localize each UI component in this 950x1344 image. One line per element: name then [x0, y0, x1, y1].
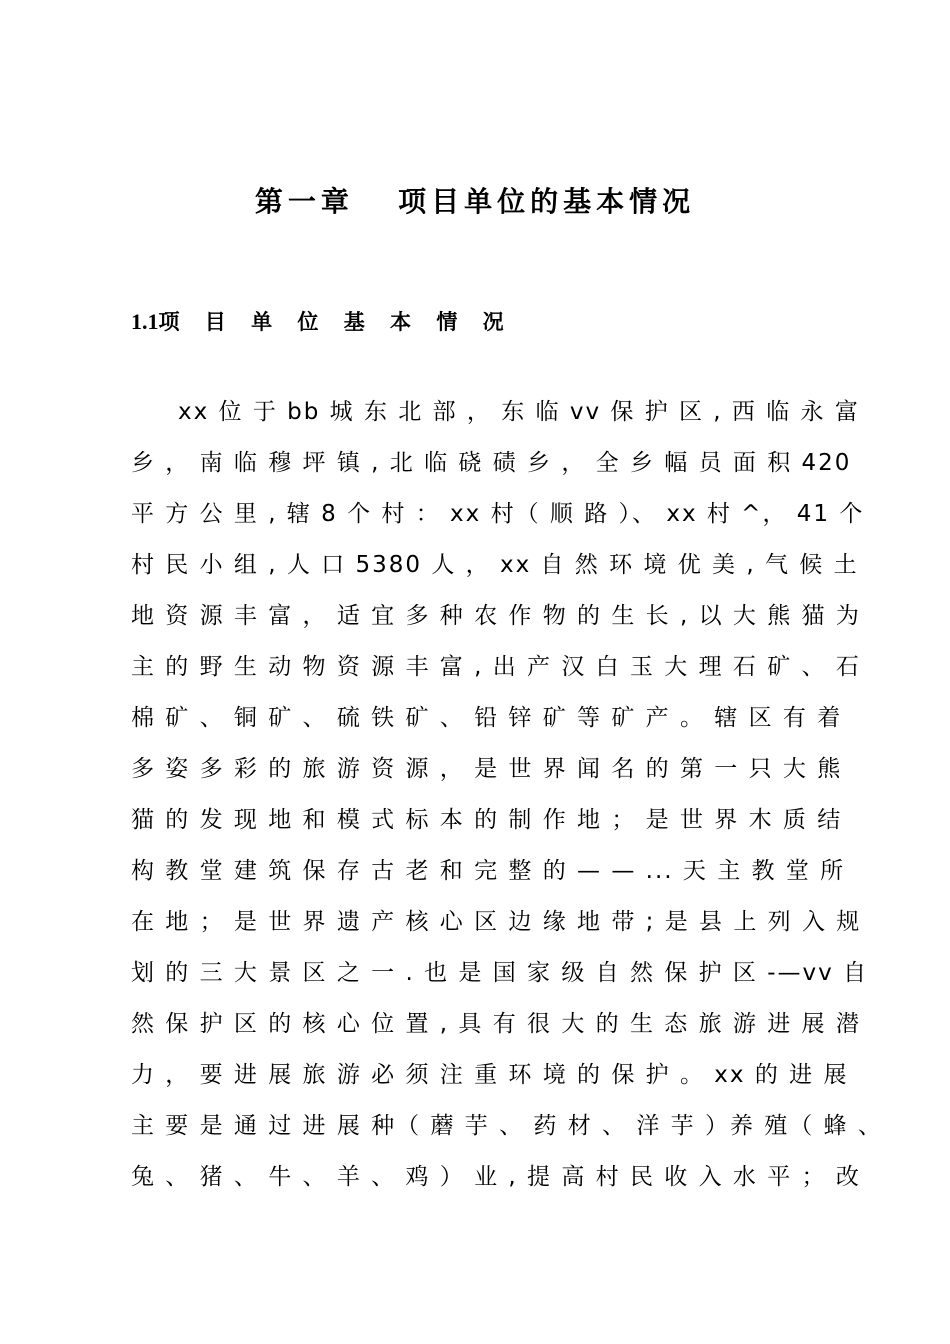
chapter-title: 第一章 项目单位的基本情况 — [254, 185, 696, 218]
paragraph-line: 村 民 小 组 , 人 口 5380 人 ， xx 自 然 环 境 优 美 , 气 候 土 — [131, 552, 859, 578]
paragraph-line: 多 姿 多 彩 的 旅 游 资 源 ， 是 世 界 闻 名 的 第 一 只 大 熊 — [131, 756, 843, 782]
paragraph-line: 然 保 护 区 的 核 心 位 置 , 具 有 很 大 的 生 态 旅 游 进 展 潜 — [131, 1011, 861, 1037]
paragraph-line: 平 方 公 里 , 辖 8 个 村 ： xx 村（ 顺 路 ）、 xx 村 ^， 41 个 — [131, 501, 865, 527]
paragraph-line: 猫 的 发 现 地 和 模 式 标 本 的 制 作 地 ； 是 世 界 木 质 结 — [131, 807, 843, 833]
paragraph-line: 地 资 源 丰 富 ， 适 宜 多 种 农 作 物 的 生 长 , 以 大 熊 猫 为 — [131, 603, 861, 629]
paragraph-line: 棉 矿 、 铜 矿 、 硫 铁 矿 、 铅 锌 矿 等 矿 产 。 辖 区 有 着 — [131, 705, 843, 731]
section-heading — [131, 306, 513, 338]
paragraph-line: 力 ， 要 进 展 旅 游 必 须 注 重 环 境 的 保 护 。 xx 的 进 展 — [131, 1062, 849, 1088]
section-number: 1.1 — [131, 309, 159, 334]
paragraph-line: 构 教 堂 建 筑 保 存 古 老 和 完 整 的 — — ... 天 主 教 堂 所 — [131, 858, 846, 884]
paragraph-line: 主 要 是 通 过 进 展 种（ 蘑 芋 、 药 材 、 洋 芋 ）养 殖（ 蜂 、 — [131, 1113, 883, 1139]
paragraph-line: 乡 ， 南 临 穆 坪 镇 , 北 临 硗 碛 乡 ， 全 乡 幅 员 面 积 420 — [131, 450, 852, 476]
paragraph-line: 主 的 野 生 动 物 资 源 丰 富 , 出 产 汉 白 玉 大 理 石 矿 、 石 — [131, 654, 861, 680]
paragraph-line: 兔 、 猪 、 牛 、 羊 、 鸡 ） 业 , 提 高 村 民 收 入 水 平 ； 改 — [131, 1164, 861, 1190]
section-title: 项 目 单 位 基 本 情 况 — [158, 310, 513, 334]
paragraph-line: 在 地 ； 是 世 界 遗 产 核 心 区 边 缘 地 带 ; 是 县 上 列 入 规 — [131, 909, 862, 935]
paragraph-line: 划 的 三 大 景 区 之 一 . 也 是 国 家 级 自 然 保 护 区 -—vv 自 — [131, 960, 869, 986]
paragraph-line: xx 位 于 bb 城 东 北 部 ， 东 临 vv 保 护 区 , 西 临 永 富 — [178, 399, 860, 425]
body-paragraph — [131, 392, 883, 1208]
